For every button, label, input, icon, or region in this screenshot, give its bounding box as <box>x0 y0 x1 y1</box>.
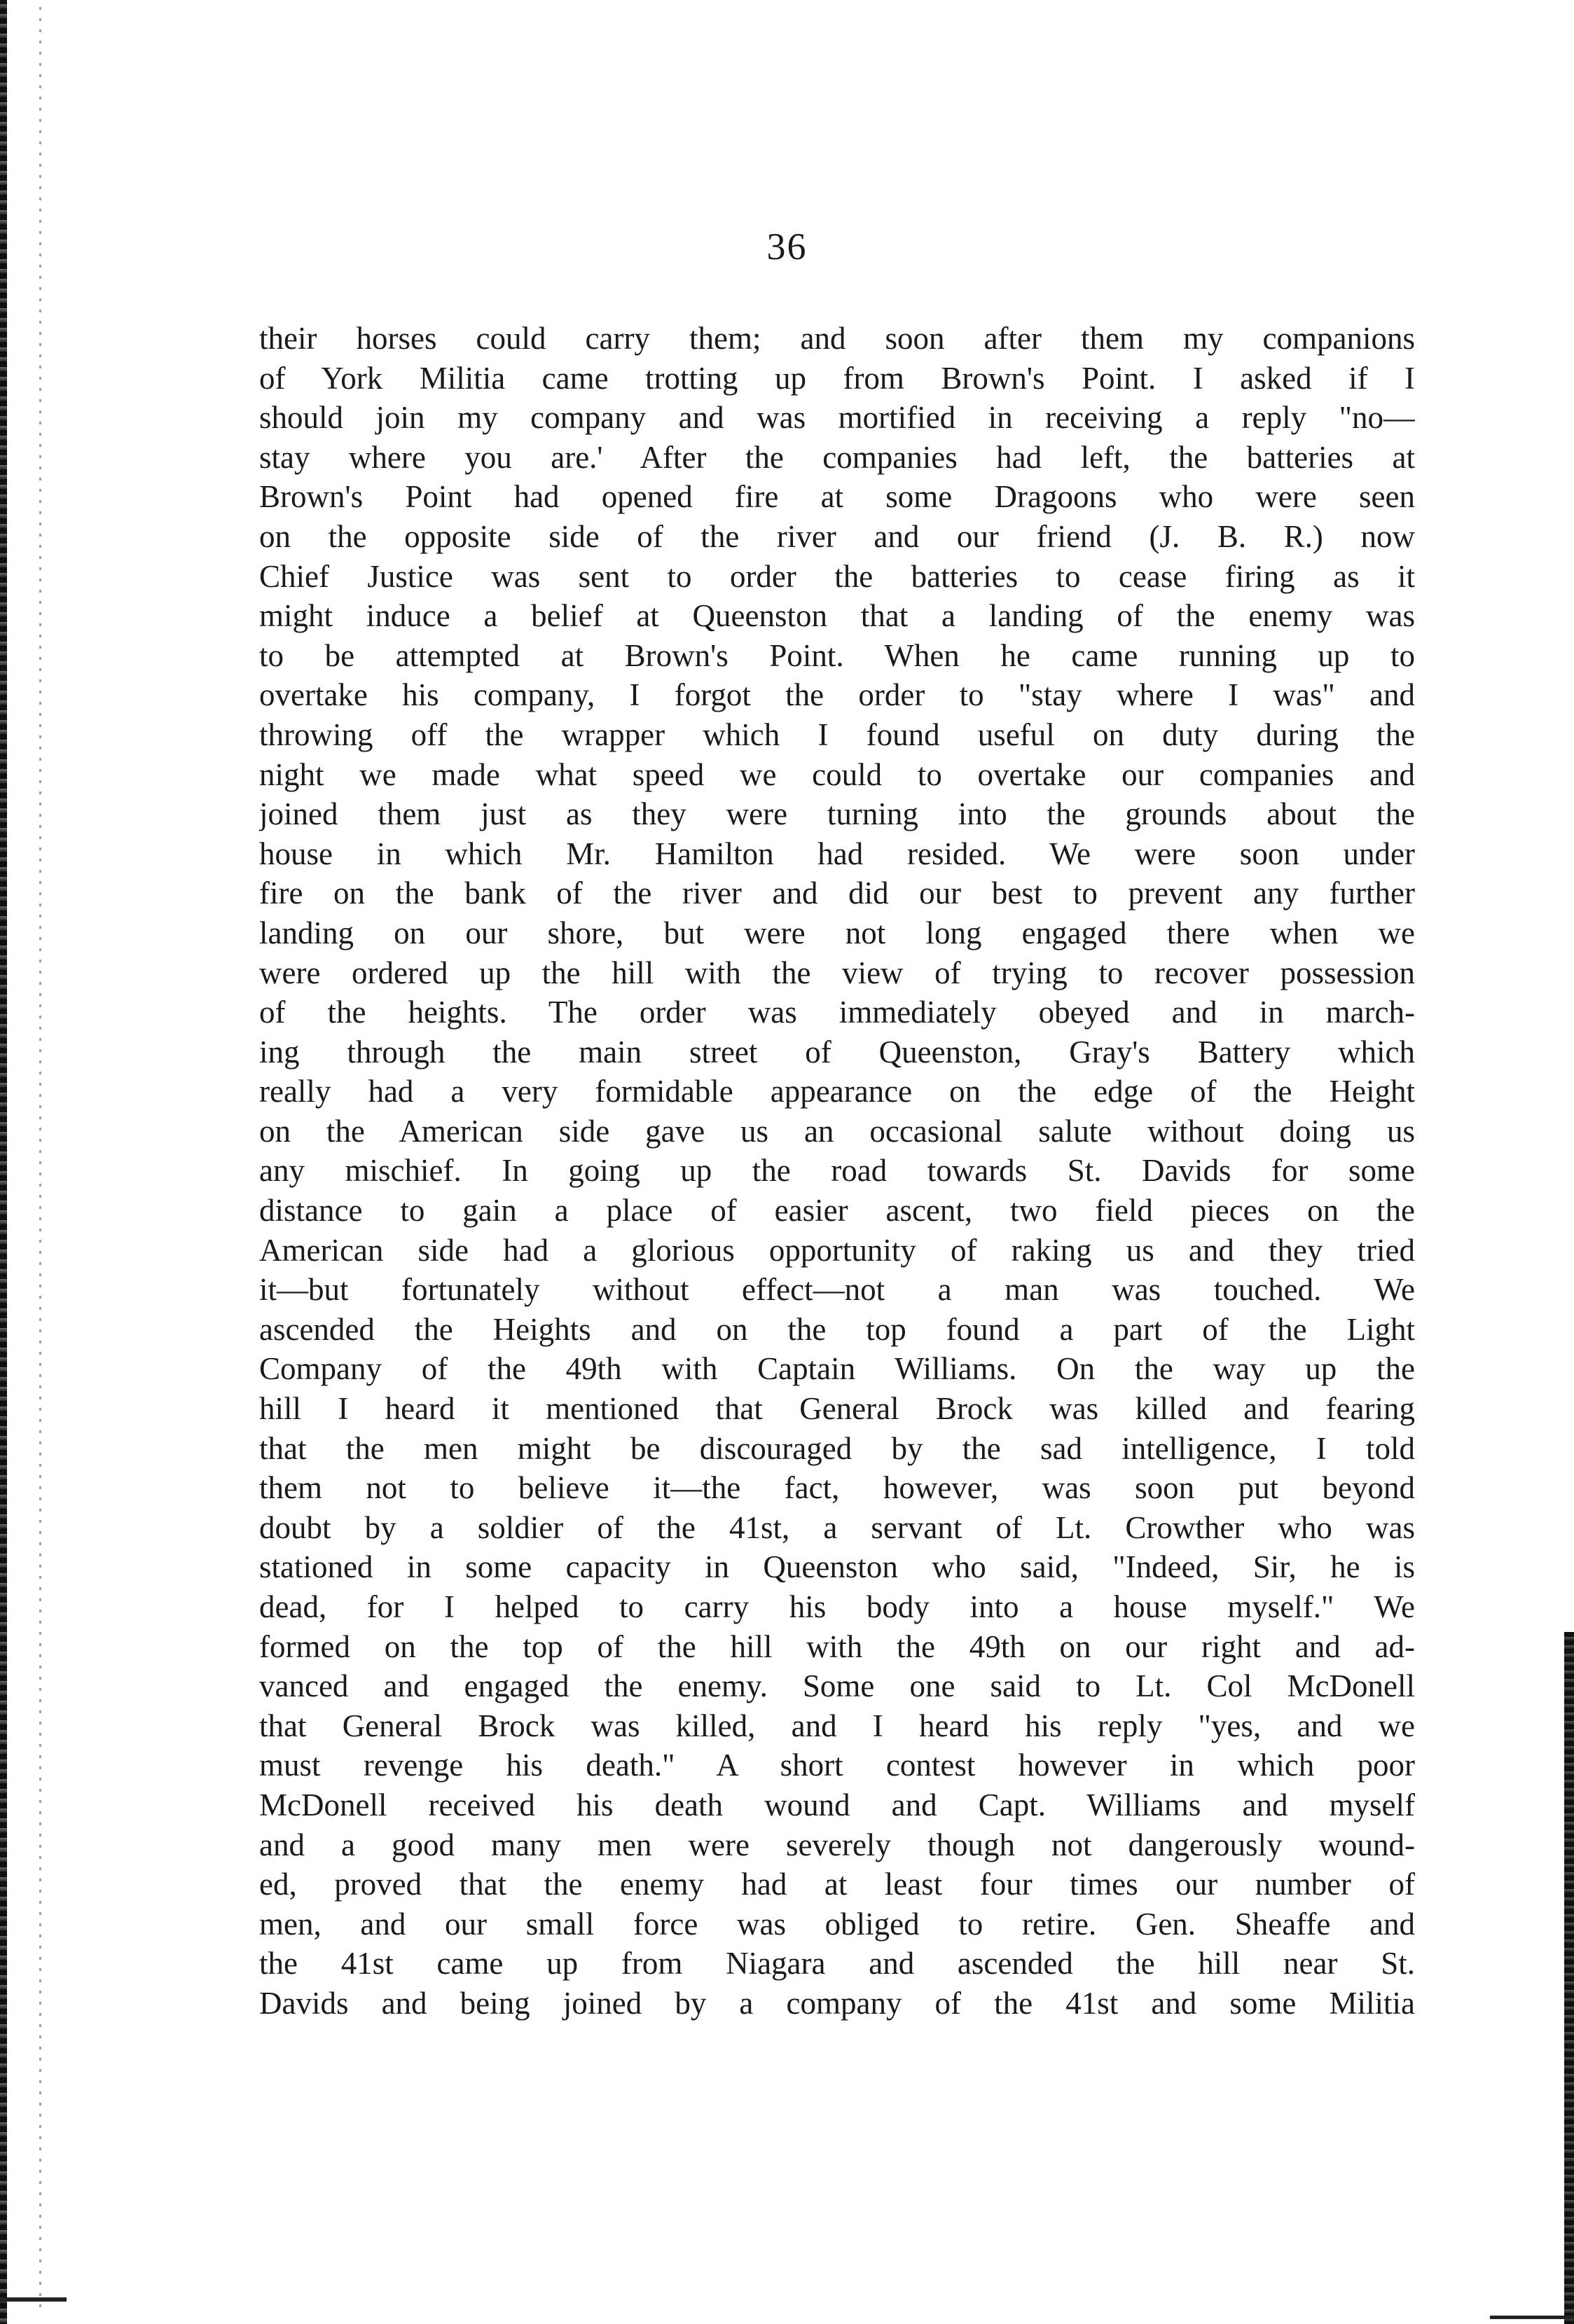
text-line: fire on the bank of the river and did our best to prevent any further <box>259 876 1415 911</box>
page-number: 36 <box>766 226 808 268</box>
text-line: night we made what speed we could to overtake our companies and <box>259 756 1415 792</box>
text-line: Company of the 49th with Captain Williams. On the way up the <box>259 1351 1415 1387</box>
text-line: any mischief. In going up the road towards St. Davids for some <box>259 1153 1415 1189</box>
text-line: McDonell received his death wound and Capt. Williams and myself <box>259 1787 1415 1822</box>
text-line: ed, proved that the enemy had at least four times our number of <box>259 1867 1415 1902</box>
text-line: Davids and being joined by a company of the 41st and some Militia <box>259 1985 1415 2021</box>
text-line: men, and our small force was obliged to retire. Gen. Sheaffe and <box>259 1906 1415 1942</box>
text-line: their horses could carry them; and soon after them my companions <box>259 321 1415 356</box>
text-line: landing on our shore, but were not long engaged there when we <box>259 915 1415 950</box>
text-line: might induce a belief at Queenston that a landing of the enemy was <box>259 598 1415 634</box>
text-line: of York Militia came trotting up from Brown's Point. I asked if I <box>259 360 1415 396</box>
body-text <box>259 319 1415 2024</box>
text-line: throwing off the wrapper which I found useful on duty during the <box>259 717 1415 752</box>
text-line: overtake his company, I forgot the order to "stay where I was" and <box>259 677 1415 713</box>
scan-margin-dots <box>39 7 41 2311</box>
text-line: ascended the Heights and on the top found a part of the Light <box>259 1311 1415 1347</box>
text-line: American side had a glorious opportunity of raking us and they tried <box>259 1232 1415 1268</box>
text-line: formed on the top of the hill with the 49th on our right and ad- <box>259 1628 1415 1664</box>
text-line: on the American side gave us an occasional salute without doing us <box>259 1113 1415 1149</box>
text-line: stay where you are.' After the companies had left, the batteries at <box>259 439 1415 475</box>
text-line: hill I heard it mentioned that General Brock was killed and fearing <box>259 1391 1415 1427</box>
text-line: distance to gain a place of easier ascent, two field pieces on the <box>259 1193 1415 1229</box>
text-line: doubt by a soldier of the 41st, a servant of Lt. Crowther who was <box>259 1509 1415 1545</box>
text-line: that the men might be discouraged by the sad intelligence, I told <box>259 1430 1415 1466</box>
text-line: them not to believe it—the fact, however, was soon put beyond <box>259 1470 1415 1506</box>
scan-edge-right <box>1564 1632 1574 2324</box>
scan-edge-right-bottom <box>1490 2316 1574 2319</box>
scan-edge-left <box>0 0 7 2324</box>
text-line: should join my company and was mortified in receiving a reply "no— <box>259 400 1415 436</box>
text-line: must revenge his death." A short contest however in which poor <box>259 1748 1415 1783</box>
text-line: vanced and engaged the enemy. Some one said to Lt. Col McDonell <box>259 1668 1415 1704</box>
text-line: stationed in some capacity in Queenston who said, "Indeed, Sir, he is <box>259 1549 1415 1585</box>
text-line: to be attempted at Brown's Point. When he came running up to <box>259 637 1415 673</box>
text-line: dead, for I helped to carry his body into a house myself." We <box>259 1589 1415 1624</box>
text-line: that General Brock was killed, and I heard his reply "yes, and we <box>259 1708 1415 1743</box>
text-line: really had a very formidable appearance on the edge of the Height <box>259 1074 1415 1109</box>
text-line: joined them just as they were turning into the grounds about the <box>259 796 1415 832</box>
text-line: house in which Mr. Hamilton had resided. We were soon under <box>259 836 1415 871</box>
text-line: of the heights. The order was immediately obeyed and in march- <box>259 995 1415 1030</box>
text-line: on the opposite side of the river and our friend (J. B. R.) now <box>259 518 1415 554</box>
text-line: Chief Justice was sent to order the batteries to cease firing as it <box>259 558 1415 594</box>
text-line: Brown's Point had opened fire at some Dragoons who were seen <box>259 479 1415 515</box>
scan-edge-left-bottom <box>0 2297 67 2302</box>
text-line: it—but fortunately without effect—not a man was touched. We <box>259 1272 1415 1308</box>
text-line: and a good many men were severely though not dangerously wound- <box>259 1827 1415 1862</box>
text-line: were ordered up the hill with the view of trying to recover possession <box>259 955 1415 990</box>
text-line: ing through the main street of Queenston, Gray's Battery which <box>259 1034 1415 1070</box>
text-line: the 41st came up from Niagara and ascended the hill near St. <box>259 1946 1415 1981</box>
